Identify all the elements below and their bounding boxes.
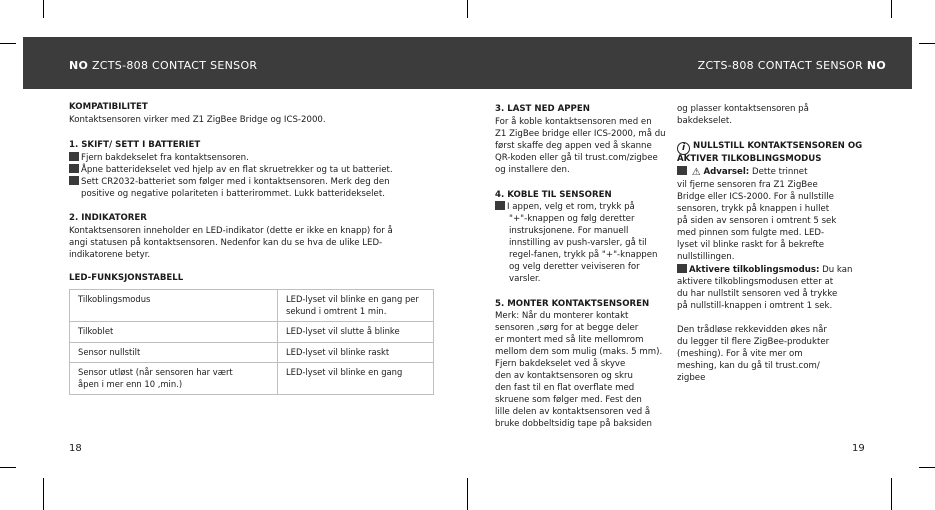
- reset-line: med pinnen som fulgte med. LED-: [677, 228, 825, 238]
- crop-mark: [919, 43, 935, 44]
- table-row: [70, 322, 434, 343]
- compat-text: Kontaktsensoren virker med Z1 ZigBee Bridge og ICS-2000.: [69, 115, 326, 125]
- mount-line: Merk: Når du monterer kontakt: [495, 311, 629, 321]
- download-line: Z1 ZigBee bridge eller ICS-2000, må du: [495, 129, 666, 139]
- activate-line: på nullstill-knappen i omtrent 1 sek.: [677, 301, 833, 311]
- table-cell-led: LED-lyset vil blinke en gang: [278, 363, 434, 395]
- connect-line: instruksjonene. For manuell: [509, 226, 629, 236]
- page-number-right: 19: [852, 443, 865, 454]
- activate-line: du har nullstilt sensoren ved å trykke: [677, 289, 838, 299]
- range-line: Den trådløse rekkevidden økes når: [677, 325, 827, 335]
- battery-step-3: Sett CR2032-batteriet som følger med i kontaktsensoren. Merk deg den: [69, 176, 390, 188]
- reset-line: lyset vil blinke raskt for å bekrefte: [677, 240, 825, 250]
- download-heading: 3. LAST NED APPEN: [495, 104, 590, 114]
- range-line: du legger til flere ZigBee-produkter: [677, 337, 830, 347]
- indicators-line-1: Kontaktsensoren inneholder en LED-indikator (dette er ikke en knapp) for å: [69, 226, 393, 236]
- battery-step-1: Fjern bakdekselet fra kontaktsensoren.: [69, 152, 249, 164]
- mount-line: skruene som følger med. Fest den: [495, 395, 642, 405]
- table-row: [70, 342, 434, 363]
- connect-line: regel-fanen, trykk på "+"-knappen: [509, 250, 658, 260]
- page-number-left: 18: [69, 443, 82, 454]
- download-line: QR-koden eller gå til trust.com/zigbee: [495, 153, 658, 163]
- bullet-square-icon: [677, 166, 687, 175]
- reset-line: vil fjerne sensoren fra Z1 ZigBee: [677, 180, 818, 190]
- mount-line: Fjern bakdekselet ved å skyve: [495, 359, 626, 369]
- mount-line: sensoren ,sørg for at begge deler: [495, 323, 639, 333]
- connect-line: I appen, velg et rom, trykk på: [495, 201, 635, 213]
- crop-mark: [891, 478, 892, 510]
- connect-line: "+"-knappen og følg deretter: [509, 214, 635, 224]
- reset-line: på siden av sensoren i omtrent 5 sek: [677, 216, 837, 226]
- mount-line: mellom dem som mulig (maks. 5 mm).: [495, 347, 663, 357]
- range-line: zigbee: [677, 373, 706, 383]
- download-line: først skaffe deg appen ved å skanne: [495, 141, 652, 151]
- table-row: [70, 363, 434, 395]
- table-cell-led: LED-lyset vil blinke en gang per sekund i omtrent 1 min.: [278, 290, 434, 322]
- battery-step-2: Åpne batteridekselet ved hjelp av en flat skruetrekker og ta ut batteriet.: [69, 164, 393, 176]
- mount-line: er montert med så lite mellomrom: [495, 335, 644, 345]
- crop-mark: [891, 0, 892, 18]
- header-bar: [23, 37, 912, 89]
- crop-mark: [467, 478, 468, 510]
- crop-mark: [0, 467, 16, 468]
- table-cell-led: LED-lyset vil blinke raskt: [278, 342, 434, 363]
- download-line: For å koble kontaktsensoren med en: [495, 117, 652, 127]
- header-left-title: NO ZCTS-808 CONTACT SENSOR: [69, 59, 258, 72]
- bullet-square-icon: [69, 164, 79, 173]
- cont-line: og plasser kontaktsensoren på: [677, 104, 809, 114]
- reset-heading-2: AKTIVER TILKOBLINGSMODUS: [677, 154, 822, 164]
- bullet-square-icon: [495, 201, 505, 210]
- indicators-line-2: angi statusen på kontaktsensoren. Nedenfor kan du se hva de ulike LED-: [69, 238, 383, 248]
- table-cell-state: Sensor utløst (når sensoren har vært åpen i mer enn 10 ,min.): [70, 363, 278, 395]
- indicators-heading: 2. INDIKATORER: [69, 213, 147, 223]
- range-line: (meshing). For å vite mer om: [677, 349, 803, 359]
- connect-heading: 4. KOBLE TIL SENSOREN: [495, 190, 612, 200]
- table-heading: LED-FUNKSJONSTABELL: [69, 273, 184, 283]
- crop-mark: [467, 0, 468, 18]
- warning-icon: ⚠: [691, 167, 701, 178]
- mount-heading: 5. MONTER KONTAKTSENSOREN: [495, 299, 650, 309]
- battery-step-3-cont: positive og negative polariteten i batterirommet. Lukk batteridekselet.: [81, 189, 385, 199]
- header-right-title: ZCTS-808 CONTACT SENSOR NO: [697, 59, 886, 72]
- crop-mark: [919, 467, 935, 468]
- range-line: meshing, kan du gå til trust.com/: [677, 361, 820, 371]
- info-icon: i: [677, 142, 690, 155]
- mount-line: bruke dobbeltsidig tape på baksiden: [495, 419, 652, 429]
- table-cell-state: Sensor nullstilt: [70, 342, 278, 363]
- bullet-square-icon: [69, 152, 79, 161]
- crop-mark: [43, 0, 44, 18]
- warning-line: ⚠ Advarsel: Dette trinnet: [677, 166, 807, 179]
- table-row: [70, 290, 434, 322]
- table-cell-state: Tilkoblet: [70, 322, 278, 343]
- reset-heading: i NULLSTILL KONTAKTSENSOREN OG: [677, 140, 862, 155]
- indicators-line-3: indikatorene betyr.: [69, 250, 151, 260]
- table-cell-led: LED-lyset vil slutte å blinke: [278, 322, 434, 343]
- mount-line: den fast til en flat overflate med: [495, 383, 635, 393]
- connect-line: varsler.: [509, 274, 541, 284]
- mount-line: den av kontaktsensoren og skru: [495, 371, 633, 381]
- download-line: og installere den.: [495, 165, 570, 175]
- connect-line: og velg deretter veiviseren for: [509, 262, 640, 272]
- battery-heading: 1. SKIFT/ SETT I BATTERIET: [69, 140, 201, 150]
- connect-line: innstilling av push-varsler, gå til: [509, 238, 647, 248]
- activate-line: aktivere tilkoblingsmodusen etter at: [677, 277, 834, 287]
- bullet-square-icon: [677, 264, 687, 273]
- cont-line: bakdekselet.: [677, 116, 732, 126]
- activate-line: Aktivere tilkoblingsmodus: Du kan: [677, 264, 852, 276]
- bullet-square-icon: [69, 176, 79, 185]
- crop-mark: [43, 478, 44, 510]
- mount-line: lille delen av kontaktsensoren ved å: [495, 407, 651, 417]
- compat-heading: KOMPATIBILITET: [69, 102, 148, 112]
- led-function-table: [69, 289, 434, 395]
- reset-line: nullstillingen.: [677, 252, 735, 262]
- table-cell-state: Tilkoblingsmodus: [70, 290, 278, 322]
- crop-mark: [0, 43, 16, 44]
- reset-line: sensoren, trykk på knappen i hullet: [677, 204, 830, 214]
- reset-line: Bridge eller ICS-2000. For å nullstille: [677, 192, 834, 202]
